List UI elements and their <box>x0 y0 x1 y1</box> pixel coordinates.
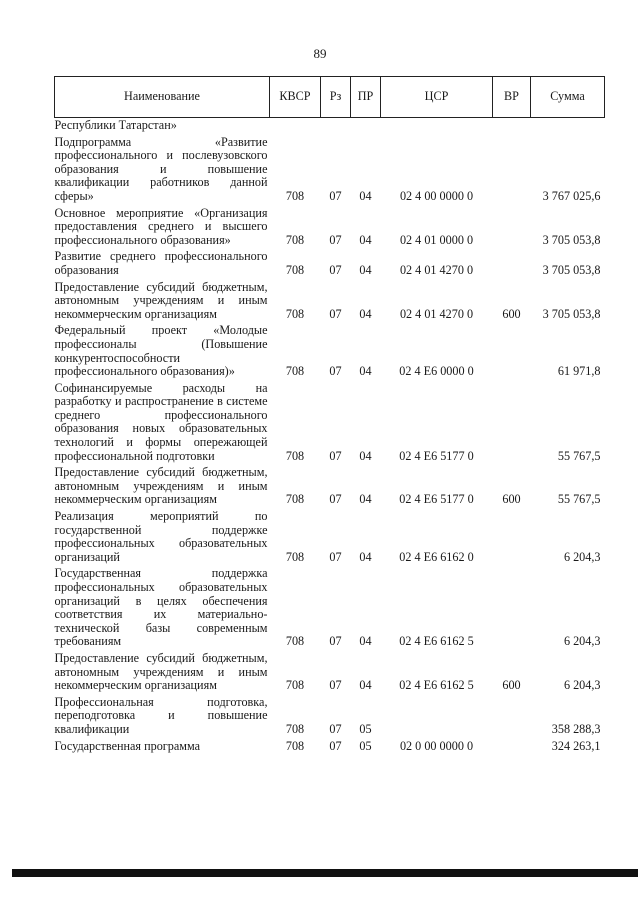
cell-sum: 6 204,3 <box>563 678 601 693</box>
table-row <box>55 136 605 207</box>
cell-pr: 04 <box>359 232 372 247</box>
cell-rz: 07 <box>329 232 342 247</box>
cell-csr: 02 4 01 0000 0 <box>399 232 474 247</box>
table-row <box>55 466 605 510</box>
cell-sum: 324 263,1 <box>551 738 601 753</box>
cell-name: Республики Татарстан» <box>54 118 177 132</box>
cell-sum: 3 705 053,8 <box>542 262 601 277</box>
cell-sum: 6 204,3 <box>563 634 601 649</box>
cell-pr: 05 <box>359 721 372 736</box>
cell-pr: 04 <box>359 492 372 507</box>
header-pr: ПР <box>351 77 381 118</box>
cell-vr <box>493 118 531 136</box>
cell-csr: 02 0 00 0000 0 <box>399 738 474 753</box>
cell-kvsr: 708 <box>285 549 305 564</box>
cell-name: Подпрограмма «Развитие профессионального и послевузовского образования и повышение квалификации работников данной сферы» <box>54 134 268 203</box>
cell-csr: 02 4 E6 5177 0 <box>399 448 474 463</box>
cell-vr <box>493 510 531 567</box>
cell-kvsr: 708 <box>285 448 305 463</box>
cell-pr: 04 <box>359 188 372 203</box>
cell-vr: 600 <box>502 678 521 693</box>
cell-sum: 6 204,3 <box>563 549 601 564</box>
cell-name: Софинансируемые расходы на разработку и распространение в системе среднего профессионального образования новых образовательных технологий и формы опережающей профессиональной подготовки <box>54 380 268 463</box>
page-number: 89 <box>313 46 327 61</box>
cell-name: Государственная поддержка профессиональных образовательных организаций в целях обеспечения соответствия их материально-технической базы современным требованиям <box>54 566 268 649</box>
cell-kvsr: 708 <box>285 364 305 379</box>
header-name: Наименование <box>55 77 270 118</box>
table-row <box>55 567 605 652</box>
cell-name: Предоставление субсидий бюджетным, автономным учреждениям и иным некоммерческим организациям <box>54 465 268 507</box>
cell-kvsr: 708 <box>285 634 305 649</box>
cell-vr: 600 <box>502 306 521 321</box>
table-row <box>55 324 605 381</box>
header-sum: Сумма <box>531 77 605 118</box>
cell-csr: 02 4 01 4270 0 <box>399 306 474 321</box>
cell-kvsr: 708 <box>285 721 305 736</box>
cell-rz: 07 <box>329 448 342 463</box>
cell-sum: 55 767,5 <box>557 448 601 463</box>
cell-name: Профессиональная подготовка, переподготовка и повышение квалификации <box>54 694 268 736</box>
cell-rz: 07 <box>329 678 342 693</box>
table-row <box>55 510 605 567</box>
cell-csr: 02 4 E6 6162 5 <box>399 634 474 649</box>
table-row <box>55 207 605 251</box>
cell-name: Предоставление субсидий бюджетным, автономным учреждениям и иным некоммерческим организациям <box>54 650 268 693</box>
cell-csr: 02 4 E6 6162 5 <box>399 678 474 693</box>
cell-rz: 07 <box>329 262 342 277</box>
cell-kvsr: 708 <box>285 188 305 203</box>
header-kvsr: КВСР <box>270 77 321 118</box>
cell-vr <box>493 250 531 280</box>
cell-name: Федеральный проект «Молодые профессионалы (Повышение конкурентоспособности профессионального образования)» <box>54 323 268 379</box>
cell-csr <box>381 696 493 740</box>
cell-rz: 07 <box>329 721 342 736</box>
budget-table <box>54 76 605 756</box>
cell-pr: 04 <box>359 634 372 649</box>
header-vr: ВР <box>493 77 531 118</box>
cell-csr <box>381 118 493 136</box>
cell-sum: 358 288,3 <box>551 721 601 736</box>
cell-kvsr <box>270 118 321 136</box>
table-row <box>55 281 605 325</box>
table-row <box>55 652 605 696</box>
cell-csr: 02 4 E6 0000 0 <box>399 364 474 379</box>
cell-csr: 02 4 01 4270 0 <box>399 262 474 277</box>
cell-sum <box>531 118 605 136</box>
header-rz: Рз <box>321 77 351 118</box>
cell-kvsr: 708 <box>285 306 305 321</box>
cell-rz: 07 <box>329 738 342 753</box>
cell-vr <box>493 136 531 207</box>
table-row <box>55 740 605 757</box>
cell-name: Предоставление субсидий бюджетным, автономным учреждениям и иным некоммерческим организациям <box>54 279 268 321</box>
cell-vr <box>493 382 531 467</box>
cell-kvsr: 708 <box>285 678 305 693</box>
cell-csr: 02 4 00 0000 0 <box>399 188 474 203</box>
cell-vr <box>493 207 531 251</box>
cell-vr <box>493 324 531 381</box>
cell-pr: 05 <box>359 738 372 753</box>
cell-sum: 3 705 053,8 <box>542 232 601 247</box>
cell-pr: 04 <box>359 262 372 277</box>
cell-pr: 04 <box>359 306 372 321</box>
cell-pr: 04 <box>359 448 372 463</box>
cell-kvsr: 708 <box>285 232 305 247</box>
cell-sum: 3 767 025,6 <box>542 188 601 203</box>
table-row <box>55 696 605 740</box>
cell-sum: 3 705 053,8 <box>542 306 601 321</box>
cell-rz <box>321 118 351 136</box>
cell-rz: 07 <box>329 306 342 321</box>
cell-pr: 04 <box>359 678 372 693</box>
cell-rz: 07 <box>329 492 342 507</box>
cell-name: Государственная программа <box>54 738 201 753</box>
cell-sum: 55 767,5 <box>557 492 601 507</box>
cell-name: Реализация мероприятий по государственной поддержке профессиональных образовательных организаций <box>54 509 268 564</box>
cell-pr: 04 <box>359 364 372 379</box>
cell-vr <box>493 740 531 757</box>
cell-csr: 02 4 E6 6162 0 <box>399 549 474 564</box>
cell-kvsr: 708 <box>285 492 305 507</box>
table-row <box>55 118 605 136</box>
cell-pr: 04 <box>359 549 372 564</box>
cell-vr <box>493 696 531 740</box>
cell-rz: 07 <box>329 549 342 564</box>
cell-csr: 02 4 E6 5177 0 <box>399 492 474 507</box>
cell-sum: 61 971,8 <box>557 364 601 379</box>
cell-vr: 600 <box>502 492 521 507</box>
cell-rz: 07 <box>329 634 342 649</box>
header-csr: ЦСР <box>381 77 493 118</box>
cell-name: Основное мероприятие «Организация предоставления среднего и высшего профессионального образования» <box>54 205 268 247</box>
cell-name: Развитие среднего профессионального образования <box>54 249 268 277</box>
cell-kvsr: 708 <box>285 262 305 277</box>
table-row <box>55 250 605 280</box>
cell-pr <box>351 118 381 136</box>
table-row <box>55 382 605 467</box>
table-header-row <box>55 77 605 118</box>
cell-rz: 07 <box>329 188 342 203</box>
cell-vr <box>493 567 531 652</box>
scan-bottom-border <box>12 869 638 877</box>
cell-rz: 07 <box>329 364 342 379</box>
cell-kvsr: 708 <box>285 738 305 753</box>
